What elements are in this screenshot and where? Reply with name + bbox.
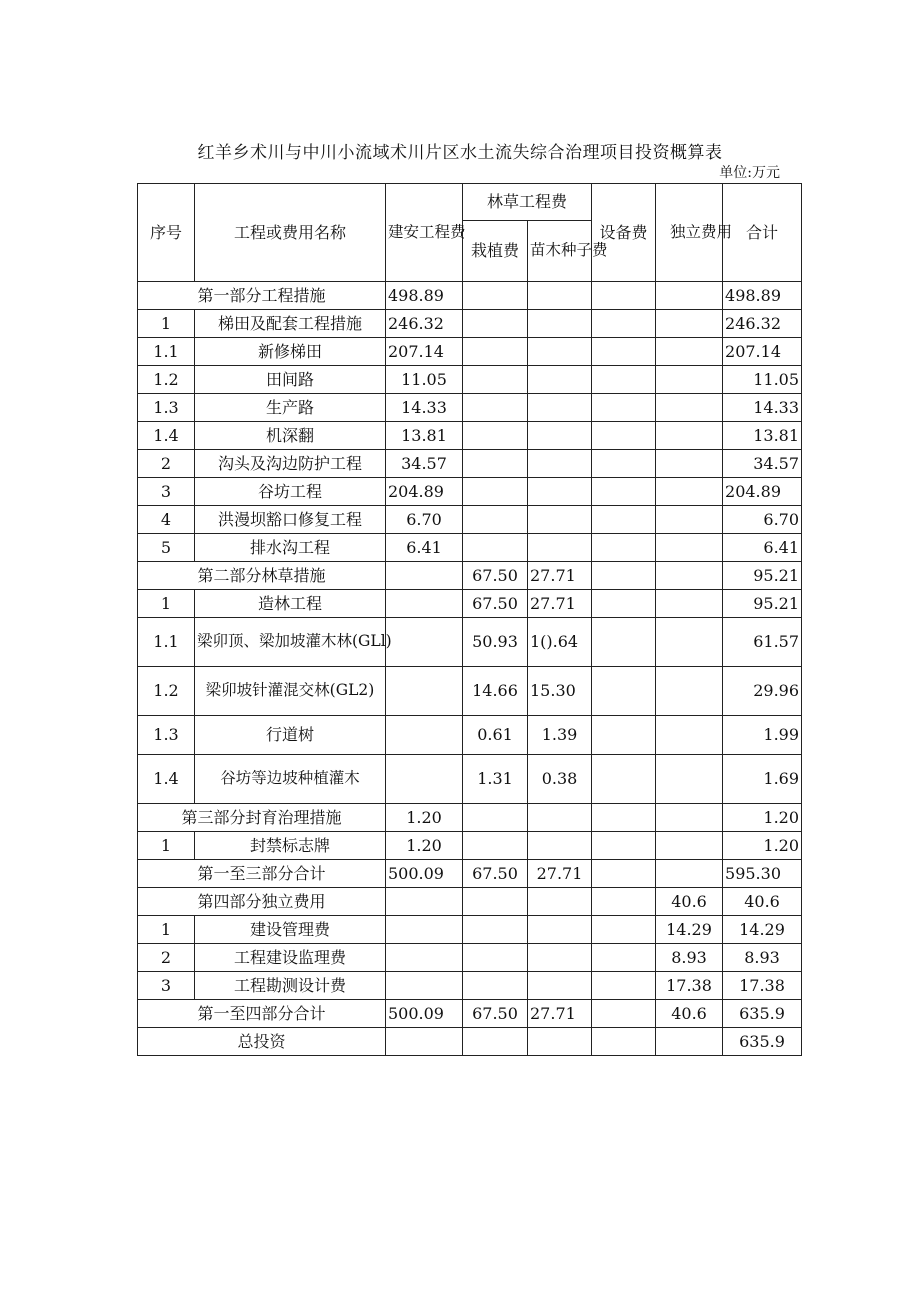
seedling-cell: [528, 422, 592, 450]
independent-cell: 40.6: [656, 888, 723, 916]
construction-cell: [386, 972, 463, 1000]
construction-cell: 500.09: [386, 860, 463, 888]
seq-cell: 1.4: [138, 422, 195, 450]
seedling-cell: [528, 478, 592, 506]
table-title: 红羊乡术川与中川小流域术川片区水土流失综合治理项目投资概算表: [197, 143, 723, 163]
seedling-cell: [528, 366, 592, 394]
table-body: [138, 282, 802, 1056]
construction-cell: [386, 667, 463, 716]
construction-cell: 34.57: [386, 450, 463, 478]
seedling-cell: [528, 916, 592, 944]
planting-cell: [463, 282, 528, 310]
name-cell: 生产路: [195, 394, 386, 422]
seedling-cell: [528, 1028, 592, 1056]
planting-cell: [463, 1028, 528, 1056]
total-cell: 204.89: [723, 478, 802, 506]
planting-cell: 67.50: [463, 590, 528, 618]
header-planting: 栽植费: [463, 221, 528, 282]
seedling-cell: [528, 804, 592, 832]
table-row: [138, 506, 802, 534]
name-cell: 排水沟工程: [195, 534, 386, 562]
planting-cell: [463, 338, 528, 366]
independent-cell: [656, 860, 723, 888]
section-name-cell: 第一至四部分合计: [138, 1000, 386, 1028]
seq-cell: 3: [138, 972, 195, 1000]
equipment-cell: [592, 888, 656, 916]
equipment-cell: [592, 310, 656, 338]
equipment-cell: [592, 534, 656, 562]
independent-cell: [656, 338, 723, 366]
section-name-cell: 第三部分封育治理措施: [138, 804, 386, 832]
table-row: [138, 832, 802, 860]
seq-cell: 1.2: [138, 366, 195, 394]
seq-cell: 1.3: [138, 716, 195, 755]
total-cell: 13.81: [723, 422, 802, 450]
seedling-cell: [528, 832, 592, 860]
name-cell: 建设管理费: [195, 916, 386, 944]
table-row: [138, 944, 802, 972]
planting-cell: [463, 422, 528, 450]
header-total: 合计: [723, 184, 802, 282]
planting-cell: 67.50: [463, 1000, 528, 1028]
planting-cell: [463, 888, 528, 916]
header-name: 工程或费用名称: [195, 184, 386, 282]
equipment-cell: [592, 422, 656, 450]
seq-cell: 1.1: [138, 338, 195, 366]
seedling-cell: [528, 394, 592, 422]
total-cell: 11.05: [723, 366, 802, 394]
seedling-cell: [528, 338, 592, 366]
seedling-cell: 27.71: [528, 1000, 592, 1028]
construction-cell: 246.32: [386, 310, 463, 338]
seedling-cell: [528, 310, 592, 338]
planting-cell: [463, 972, 528, 1000]
total-cell: 40.6: [723, 888, 802, 916]
table-row: [138, 366, 802, 394]
equipment-cell: [592, 618, 656, 667]
total-cell: 14.33: [723, 394, 802, 422]
seedling-cell: [528, 944, 592, 972]
seedling-cell: [528, 282, 592, 310]
planting-cell: [463, 534, 528, 562]
table-row: [138, 450, 802, 478]
total-cell: 8.93: [723, 944, 802, 972]
section-name-cell: 第一部分工程措施: [138, 282, 386, 310]
seedling-cell: [528, 972, 592, 1000]
table-row: [138, 1028, 802, 1056]
seq-cell: 1.2: [138, 667, 195, 716]
planting-cell: 1.31: [463, 755, 528, 804]
equipment-cell: [592, 860, 656, 888]
equipment-cell: [592, 667, 656, 716]
name-cell: 梁卯顶、梁加坡灌木林(GLl): [195, 618, 386, 667]
construction-cell: 11.05: [386, 366, 463, 394]
section-name-cell: 第二部分林草措施: [138, 562, 386, 590]
seedling-cell: [528, 506, 592, 534]
seq-cell: 1.1: [138, 618, 195, 667]
equipment-cell: [592, 832, 656, 860]
table-row: [138, 860, 802, 888]
name-cell: 梁卯坡针灌混交林(GL2): [195, 667, 386, 716]
table-row: [138, 916, 802, 944]
table-row: [138, 618, 802, 667]
total-cell: 246.32: [723, 310, 802, 338]
header-forest-grass: 林草工程费: [463, 184, 592, 221]
table-row: [138, 534, 802, 562]
header-independent: 独立费用: [656, 184, 723, 282]
total-cell: 1.20: [723, 832, 802, 860]
investment-table: [137, 183, 802, 1056]
total-cell: 498.89: [723, 282, 802, 310]
equipment-cell: [592, 755, 656, 804]
planting-cell: 67.50: [463, 860, 528, 888]
total-cell: 34.57: [723, 450, 802, 478]
table-row: [138, 804, 802, 832]
equipment-cell: [592, 282, 656, 310]
seedling-cell: [528, 534, 592, 562]
planting-cell: [463, 394, 528, 422]
independent-cell: [656, 832, 723, 860]
table-row: [138, 310, 802, 338]
equipment-cell: [592, 972, 656, 1000]
independent-cell: [656, 562, 723, 590]
table-row: [138, 972, 802, 1000]
header-equipment: 设备费: [592, 184, 656, 282]
planting-cell: [463, 366, 528, 394]
construction-cell: [386, 916, 463, 944]
seq-cell: 1.4: [138, 755, 195, 804]
seq-cell: 2: [138, 944, 195, 972]
seq-cell: 1.3: [138, 394, 195, 422]
independent-cell: 17.38: [656, 972, 723, 1000]
section-name-cell: 总投资: [138, 1028, 386, 1056]
total-cell: 635.9: [723, 1000, 802, 1028]
construction-cell: 500.09: [386, 1000, 463, 1028]
planting-cell: [463, 310, 528, 338]
planting-cell: 67.50: [463, 562, 528, 590]
independent-cell: [656, 618, 723, 667]
seq-cell: 3: [138, 478, 195, 506]
unit-label: 单位:万元: [719, 165, 780, 181]
total-cell: 17.38: [723, 972, 802, 1000]
section-name-cell: 第四部分独立费用: [138, 888, 386, 916]
name-cell: 工程勘测设计费: [195, 972, 386, 1000]
planting-cell: [463, 916, 528, 944]
construction-cell: 1.20: [386, 804, 463, 832]
seq-cell: 1: [138, 310, 195, 338]
seedling-cell: [528, 450, 592, 478]
equipment-cell: [592, 506, 656, 534]
independent-cell: 8.93: [656, 944, 723, 972]
total-cell: 1.20: [723, 804, 802, 832]
independent-cell: [656, 1028, 723, 1056]
header-seedling: 苗木种子费: [528, 221, 592, 282]
seedling-cell: [528, 888, 592, 916]
total-cell: 6.41: [723, 534, 802, 562]
table-row: [138, 562, 802, 590]
seedling-cell: 27.71: [528, 562, 592, 590]
seq-cell: 2: [138, 450, 195, 478]
construction-cell: [386, 618, 463, 667]
total-cell: 29.96: [723, 667, 802, 716]
total-cell: 1.99: [723, 716, 802, 755]
header-seq: 序号: [138, 184, 195, 282]
construction-cell: [386, 944, 463, 972]
total-cell: 207.14: [723, 338, 802, 366]
planting-cell: [463, 832, 528, 860]
table-row: [138, 667, 802, 716]
header-construction: 建安工程费: [386, 184, 463, 282]
independent-cell: [656, 450, 723, 478]
equipment-cell: [592, 338, 656, 366]
equipment-cell: [592, 366, 656, 394]
total-cell: 14.29: [723, 916, 802, 944]
name-cell: 行道树: [195, 716, 386, 755]
construction-cell: [386, 716, 463, 755]
equipment-cell: [592, 716, 656, 755]
total-cell: 61.57: [723, 618, 802, 667]
seedling-cell: 1.39: [528, 716, 592, 755]
independent-cell: [656, 366, 723, 394]
independent-cell: [656, 590, 723, 618]
independent-cell: [656, 667, 723, 716]
table-row: [138, 478, 802, 506]
construction-cell: 204.89: [386, 478, 463, 506]
equipment-cell: [592, 394, 656, 422]
independent-cell: [656, 506, 723, 534]
name-cell: 造林工程: [195, 590, 386, 618]
table-row: [138, 282, 802, 310]
name-cell: 田间路: [195, 366, 386, 394]
planting-cell: [463, 804, 528, 832]
seedling-cell: 15.30: [528, 667, 592, 716]
seq-cell: 4: [138, 506, 195, 534]
table-row: [138, 1000, 802, 1028]
independent-cell: [656, 716, 723, 755]
name-cell: 谷坊等边坡种植灌木: [195, 755, 386, 804]
independent-cell: 14.29: [656, 916, 723, 944]
construction-cell: 1.20: [386, 832, 463, 860]
name-cell: 工程建设监理费: [195, 944, 386, 972]
equipment-cell: [592, 804, 656, 832]
construction-cell: [386, 755, 463, 804]
section-name-cell: 第一至三部分合计: [138, 860, 386, 888]
construction-cell: [386, 590, 463, 618]
construction-cell: 13.81: [386, 422, 463, 450]
total-cell: 95.21: [723, 590, 802, 618]
seq-cell: 5: [138, 534, 195, 562]
equipment-cell: [592, 478, 656, 506]
construction-cell: 14.33: [386, 394, 463, 422]
independent-cell: [656, 478, 723, 506]
total-cell: 1.69: [723, 755, 802, 804]
table-row: [138, 394, 802, 422]
independent-cell: [656, 394, 723, 422]
table-row: [138, 422, 802, 450]
planting-cell: 0.61: [463, 716, 528, 755]
equipment-cell: [592, 590, 656, 618]
independent-cell: [656, 282, 723, 310]
table-row: [138, 888, 802, 916]
construction-cell: [386, 562, 463, 590]
table-row: [138, 590, 802, 618]
seq-cell: 1: [138, 832, 195, 860]
seq-cell: 1: [138, 916, 195, 944]
planting-cell: 14.66: [463, 667, 528, 716]
equipment-cell: [592, 450, 656, 478]
planting-cell: [463, 506, 528, 534]
planting-cell: 50.93: [463, 618, 528, 667]
construction-cell: [386, 888, 463, 916]
table-row: [138, 716, 802, 755]
construction-cell: 6.41: [386, 534, 463, 562]
independent-cell: [656, 422, 723, 450]
equipment-cell: [592, 562, 656, 590]
seedling-cell: 1().64: [528, 618, 592, 667]
construction-cell: 6.70: [386, 506, 463, 534]
table-row: [138, 755, 802, 804]
total-cell: 95.21: [723, 562, 802, 590]
planting-cell: [463, 450, 528, 478]
planting-cell: [463, 944, 528, 972]
total-cell: 595.30: [723, 860, 802, 888]
equipment-cell: [592, 1000, 656, 1028]
construction-cell: 207.14: [386, 338, 463, 366]
independent-cell: 40.6: [656, 1000, 723, 1028]
name-cell: 沟头及沟边防护工程: [195, 450, 386, 478]
equipment-cell: [592, 944, 656, 972]
seq-cell: 1: [138, 590, 195, 618]
name-cell: 洪漫坝豁口修复工程: [195, 506, 386, 534]
independent-cell: [656, 755, 723, 804]
equipment-cell: [592, 1028, 656, 1056]
planting-cell: [463, 478, 528, 506]
seedling-cell: 27.71: [528, 860, 592, 888]
construction-cell: 498.89: [386, 282, 463, 310]
independent-cell: [656, 804, 723, 832]
construction-cell: [386, 1028, 463, 1056]
independent-cell: [656, 310, 723, 338]
independent-cell: [656, 534, 723, 562]
table-row: [138, 338, 802, 366]
name-cell: 新修梯田: [195, 338, 386, 366]
name-cell: 梯田及配套工程措施: [195, 310, 386, 338]
name-cell: 机深翻: [195, 422, 386, 450]
total-cell: 6.70: [723, 506, 802, 534]
name-cell: 封禁标志牌: [195, 832, 386, 860]
seedling-cell: 0.38: [528, 755, 592, 804]
equipment-cell: [592, 916, 656, 944]
seedling-cell: 27.71: [528, 590, 592, 618]
name-cell: 谷坊工程: [195, 478, 386, 506]
total-cell: 635.9: [723, 1028, 802, 1056]
